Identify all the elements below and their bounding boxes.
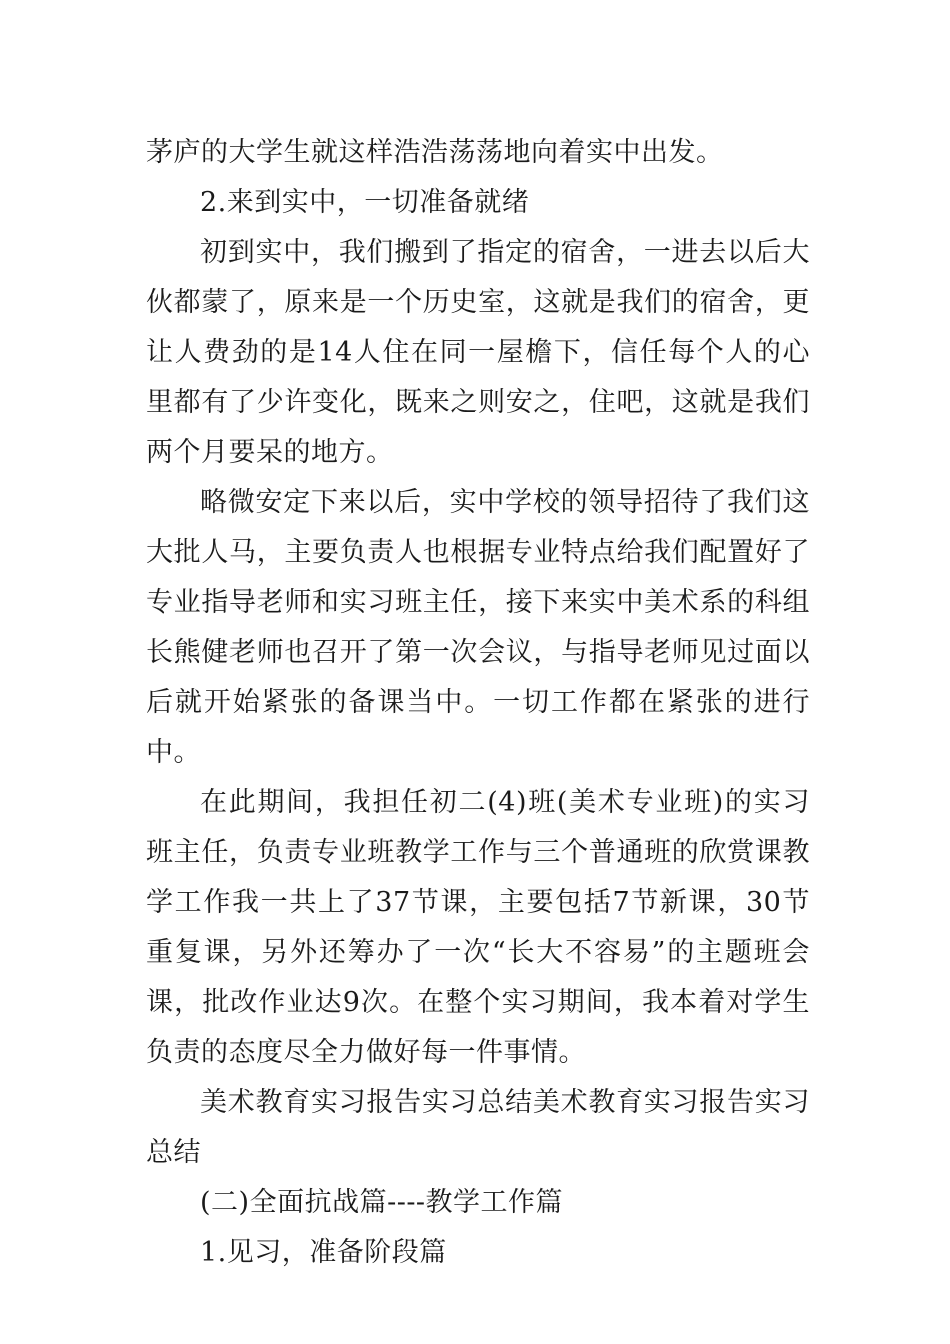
paragraph-4: 略微安定下来以后，实中学校的领导招待了我们这大批人马，主要负责人也根据专业特点给我们配置好了专业指导老师和实习班主任，接下来实中美术系的科组长熊健老师也召开了第一次会议，与指导老师见过面以后就开始紧张的备课当中。一切工作都在紧张的进行中。 (146, 487, 810, 768)
document-body (146, 128, 810, 1278)
paragraph-7: (二)全面抗战篇----教学工作篇 (200, 1187, 564, 1218)
paragraph-6: 美术教育实习报告实习总结美术教育实习报告实习总结 (146, 1087, 810, 1168)
paragraph-2: 2.来到实中，一切准备就绪 (200, 187, 530, 218)
paragraph-5: 在此期间，我担任初二(4)班(美术专业班)的实习班主任，负责专业班教学工作与三个普通班的欣赏课教学工作我一共上了37节课，主要包括7节新课，30节重复课，另外还筹办了一次“长大不容易”的主题班会课，批改作业达9次。在整个实习期间，我本着对学生负责的态度尽全力做好每一件事情。 (146, 787, 810, 1068)
paragraph-8: 1.见习，准备阶段篇 (200, 1237, 447, 1268)
paragraph-1: 茅庐的大学生就这样浩浩荡荡地向着实中出发。 (146, 137, 724, 168)
paragraph-3: 初到实中，我们搬到了指定的宿舍，一进去以后大伙都蒙了，原来是一个历史室，这就是我们的宿舍，更让人费劲的是14人住在同一屋檐下，信任每个人的心里都有了少许变化，既来之则安之，住吧，这就是我们两个月要呆的地方。 (146, 237, 810, 468)
